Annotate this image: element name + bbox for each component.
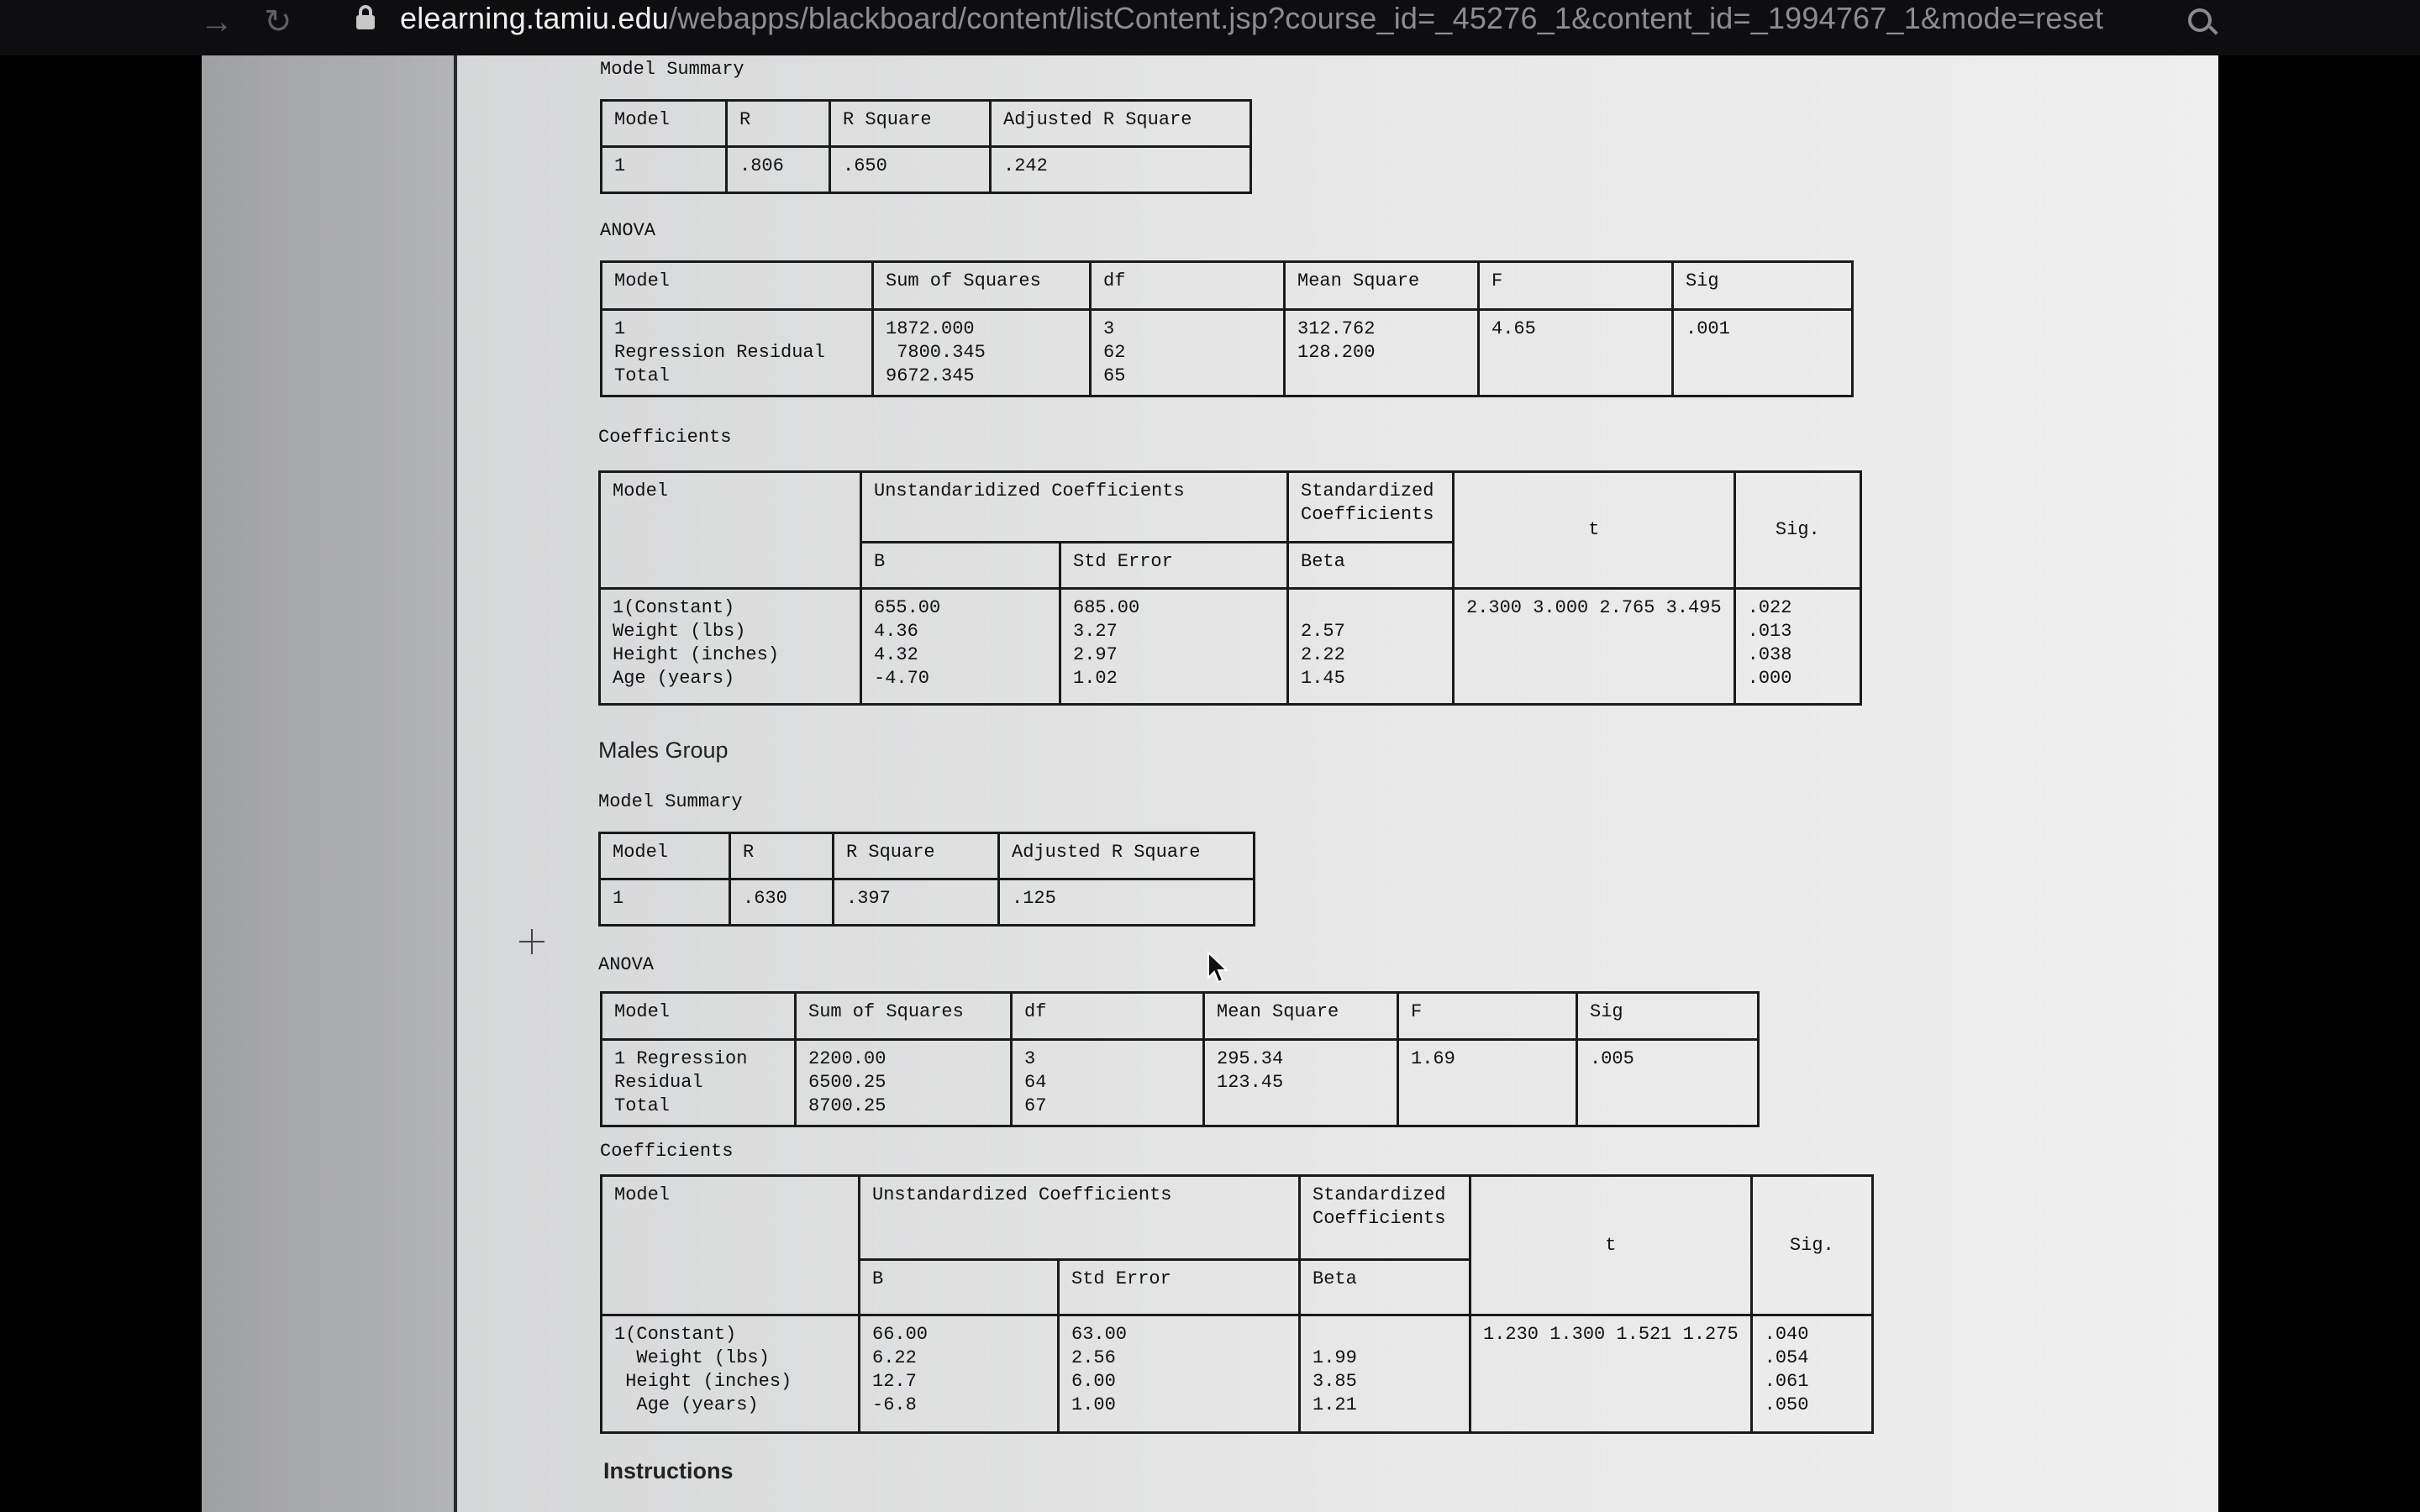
back-arrow-icon[interactable]: →: [200, 3, 234, 40]
header-unstandardized-coefficients: Unstandaridized Coefficients: [861, 472, 1288, 543]
lock-icon: [356, 5, 376, 30]
cell-sig: .040 .054 .061 .050: [1751, 1315, 1872, 1433]
header-sig: Sig.: [1734, 472, 1860, 589]
cell-sum-of-squares: 1872.000 7800.345 9672.345: [873, 310, 1091, 396]
cell-f: 1.69: [1398, 1040, 1577, 1126]
header-standardized-coefficients: Standardized Coefficients: [1300, 1176, 1470, 1260]
males-coefficients-table: [600, 1174, 1874, 1434]
cell-r-square: .650: [830, 147, 991, 193]
cell-r: .806: [727, 147, 830, 193]
cell-model: 1(Constant) Weight (lbs) Height (inches) Age (years): [600, 589, 861, 705]
header-model: Model: [602, 262, 873, 310]
cell-std-error: 685.00 3.27 2.97 1.02: [1060, 589, 1288, 705]
header-sum-of-squares: Sum of Squares: [796, 993, 1012, 1040]
header-t: t: [1454, 472, 1735, 589]
header-sig: Sig.: [1751, 1176, 1872, 1315]
females-model-summary-title: Model Summary: [600, 59, 744, 80]
url-host: elearning.tamiu.edu: [400, 1, 670, 35]
males-anova-table: [600, 991, 1760, 1127]
browser-toolbar: [0, 0, 2420, 55]
cell-sig: .022 .013 .038 .000: [1734, 589, 1860, 705]
males-group-heading: Males Group: [598, 738, 729, 763]
course-menu-panel: [202, 55, 454, 1512]
cell-sum-of-squares: 2200.00 6500.25 8700.25: [796, 1040, 1012, 1126]
header-df: df: [1091, 262, 1285, 310]
header-r-square: R Square: [830, 101, 991, 147]
header-model: Model: [602, 1176, 860, 1315]
cell-mean-square: 295.34 123.45: [1204, 1040, 1398, 1126]
header-beta: Beta: [1300, 1260, 1470, 1315]
males-model-summary-table: [598, 832, 1255, 927]
header-r-square: R Square: [834, 833, 999, 879]
header-std-error: Std Error: [1060, 543, 1288, 589]
cell-df: 3 62 65: [1091, 310, 1285, 396]
cell-adjusted-r-square: .125: [999, 879, 1255, 926]
header-sig: Sig: [1577, 993, 1759, 1040]
cell-model: 1: [602, 147, 727, 193]
header-standardized-coefficients: Standardized Coefficients: [1288, 472, 1454, 543]
header-b: B: [861, 543, 1060, 589]
cell-sig: .005: [1577, 1040, 1759, 1126]
mouse-pointer-icon: [1207, 951, 1228, 984]
header-model: Model: [602, 101, 727, 147]
cell-model: 1(Constant) Weight (lbs) Height (inches) Age (years): [602, 1315, 860, 1433]
cell-b: 66.00 6.22 12.7 -6.8: [860, 1315, 1059, 1433]
header-unstandardized-coefficients: Unstandardized Coefficients: [860, 1176, 1300, 1260]
cell-df: 3 64 67: [1012, 1040, 1204, 1126]
header-beta: Beta: [1288, 543, 1454, 589]
cell-std-error: 63.00 2.56 6.00 1.00: [1059, 1315, 1300, 1433]
header-std-error: Std Error: [1059, 1260, 1300, 1315]
cell-sig: .001: [1673, 310, 1853, 396]
females-model-summary-table: [600, 99, 1252, 194]
cell-model: 1: [600, 879, 730, 926]
males-model-summary-title: Model Summary: [598, 791, 743, 812]
header-model: Model: [600, 833, 730, 879]
cell-adjusted-r-square: .242: [991, 147, 1251, 193]
females-coefficients-title: Coefficients: [598, 427, 732, 448]
females-anova-title: ANOVA: [600, 220, 656, 241]
url-path: /webapps/blackboard/content/listContent.jsp?course_id=_45276_1&content_id=_1994767_1&mode=reset: [669, 1, 2104, 35]
instructions-heading: Instructions: [603, 1458, 734, 1483]
cell-beta: 2.57 2.22 1.45: [1288, 589, 1454, 705]
zoom-icon[interactable]: [2188, 8, 2212, 32]
header-sig: Sig: [1673, 262, 1853, 310]
header-model: Model: [600, 472, 861, 589]
header-model: Model: [602, 993, 796, 1040]
cell-b: 655.00 4.36 4.32 -4.70: [861, 589, 1060, 705]
header-adjusted-r-square: Adjusted R Square: [999, 833, 1255, 879]
cell-r: .630: [730, 879, 834, 926]
header-df: df: [1012, 993, 1204, 1040]
header-t: t: [1470, 1176, 1752, 1315]
cell-r-square: .397: [834, 879, 999, 926]
reload-icon[interactable]: ↻: [264, 3, 292, 40]
header-mean-square: Mean Square: [1285, 262, 1479, 310]
cell-t: 2.300 3.000 2.765 3.495: [1454, 589, 1735, 705]
header-mean-square: Mean Square: [1204, 993, 1398, 1040]
cell-t: 1.230 1.300 1.521 1.275: [1470, 1315, 1752, 1433]
address-bar[interactable]: [400, 0, 2103, 37]
females-coefficients-table: [598, 470, 1862, 706]
header-adjusted-r-square: Adjusted R Square: [991, 101, 1251, 147]
crosshair-cursor-icon: [519, 929, 544, 954]
header-f: F: [1479, 262, 1673, 310]
cell-f: 4.65: [1479, 310, 1673, 396]
screen: [202, 55, 2218, 1512]
header-b: B: [860, 1260, 1059, 1315]
header-r: R: [730, 833, 834, 879]
header-sum-of-squares: Sum of Squares: [873, 262, 1091, 310]
header-r: R: [727, 101, 830, 147]
header-f: F: [1398, 993, 1577, 1040]
cell-beta: 1.99 3.85 1.21: [1300, 1315, 1470, 1433]
cell-model: 1 Regression Residual Total: [602, 1040, 796, 1126]
males-coefficients-title: Coefficients: [600, 1141, 734, 1162]
cell-model: 1 Regression Residual Total: [602, 310, 873, 396]
cell-mean-square: 312.762 128.200: [1285, 310, 1479, 396]
males-anova-title: ANOVA: [598, 954, 655, 975]
females-anova-table: [600, 260, 1854, 397]
